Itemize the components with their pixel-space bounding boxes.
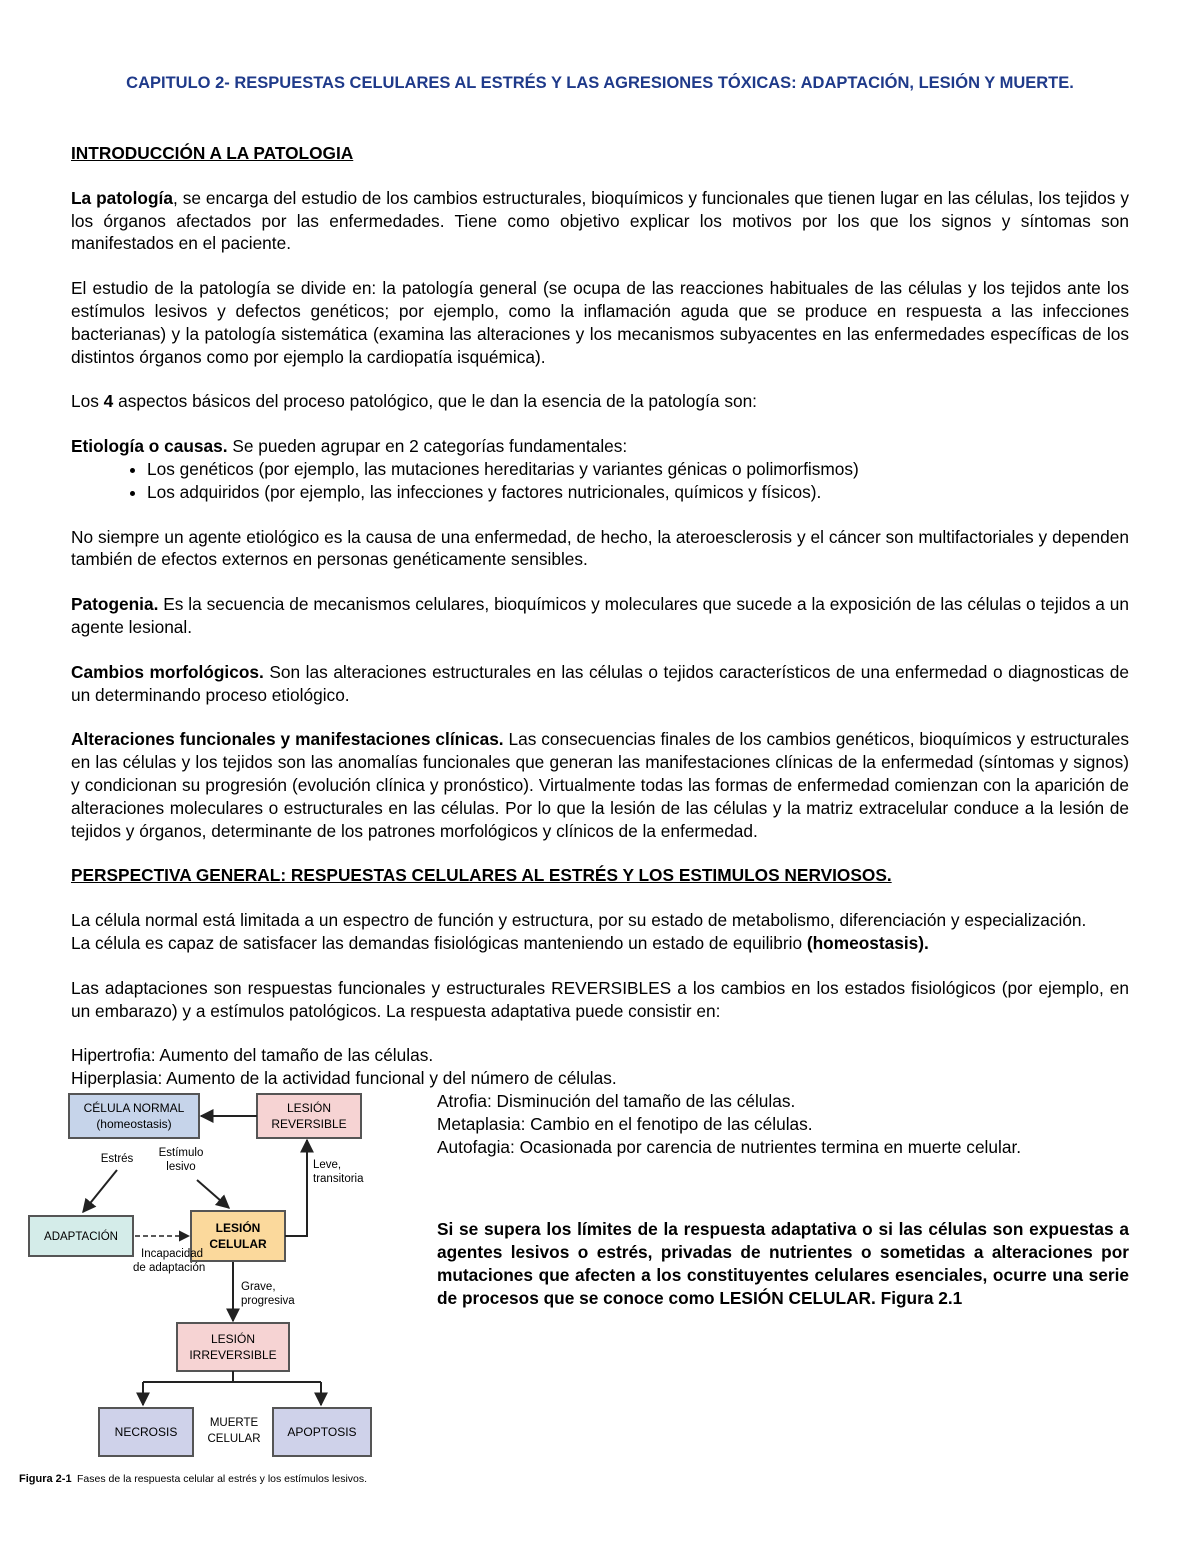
paragraph-alteraciones — [71, 728, 1129, 842]
paragraph-multifactorial: No siempre un agente etiológico es la causa de una enfermedad, de hecho, la ateroesclerosis y el cáncer son multifactoriales y dependen también de efectos externos en personas genéticamente sensibles. — [71, 526, 1129, 570]
label-apoptosis: APOPTOSIS — [287, 1424, 357, 1439]
list-item: • Los adquiridos (por ejemplo, las infecciones y factores nutricionales, químicos y físicos). — [147, 481, 1129, 504]
figure-caption-text: Fases de la respuesta celular al estrés y los estímulos lesivos. — [77, 1472, 368, 1485]
label-adaptacion: ADAPTACIÓN — [44, 1230, 118, 1243]
paragraph-morfologicos — [71, 661, 1129, 707]
item-atrofia: Atrofia: Disminución del tamaño de las células. — [437, 1090, 796, 1111]
label-homeostasis: (homeostasis) — [96, 1116, 172, 1131]
label-estimulo-1: Estímulo — [158, 1146, 204, 1159]
morfologicos-text: Son las alteraciones estructurales en las células o tejidos característicos de una enfermedad o diagnosticas de un determinando proceso etiológico. — [71, 661, 1129, 705]
aspectos-text-b: aspectos básicos del proceso patológico, que le dan la esencia de la patología son: — [113, 391, 757, 412]
label-grave-1: Grave, — [241, 1280, 276, 1293]
arrow-leve — [285, 1140, 307, 1236]
label-incap-1: Incapacidad — [141, 1247, 204, 1260]
label-grave-2: progresiva — [241, 1294, 295, 1307]
item-autofagia: Autofagia: Ocasionada por carencia de nutrientes termina en muerte celular. — [437, 1136, 1022, 1157]
label-incap-2: de adaptación — [133, 1261, 206, 1274]
term-morfologicos: Cambios morfológicos. — [71, 661, 264, 682]
alteraciones-text: Las consecuencias finales de los cambios genéticos, bioquímicos y estructurales en las células y los tejidos son las anomalías funcionales que generan las manifestaciones clínicas de la enfermedad (síntomas y signos) y condicionan su progresión (evolución clínica y pronóstico). Virtualmente todas las formas de enfermedad comienzan con la aparición de alteraciones moleculares o estructurales en las células. Por lo que la lesión de las células y la matriz extracelular conduce a la lesión de tejidos y órganos, determinante de los patrones morfológicos y clínicos de la enfermedad. — [71, 729, 1129, 841]
aspectos-number: 4 — [103, 391, 114, 412]
list-item: • Los genéticos (por ejemplo, las mutaciones hereditarias y variantes génicas o polimorfismos) — [147, 458, 1129, 481]
item-metaplasia: Metaplasia: Cambio en el fenotipo de las células. — [437, 1113, 813, 1134]
section-heading-perspectiva: PERSPECTIVA GENERAL: RESPUESTAS CELULARES AL ESTRÉS Y LOS ESTIMULOS NERVIOSOS. — [71, 865, 892, 886]
page-title: CAPITULO 2- RESPUESTAS CELULARES AL ESTRÉS Y LAS AGRESIONES TÓXICAS: ADAPTACIÓN, LESIÓN Y MUERTE. — [126, 74, 1074, 92]
paragraph-aspectos — [71, 390, 1129, 413]
patogenia-text: Es la secuencia de mecanismos celulares, bioquímicos y moleculares que sucede a la exposición de las células o tejidos a un agente lesional. — [71, 594, 1129, 637]
paragraph-patologia — [71, 187, 1129, 255]
label-estimulo-2: lesivo — [166, 1160, 196, 1173]
term-homeostasis: (homeostasis). — [806, 932, 929, 953]
label-necrosis: NECROSIS — [114, 1424, 178, 1439]
label-celula-normal: CÉLULA NORMAL — [83, 1100, 185, 1115]
label-estres: Estrés — [100, 1152, 134, 1165]
label-muerte-2: CELULAR — [207, 1432, 261, 1445]
label-celular-1: LESIÓN — [215, 1220, 261, 1235]
arrow-estres — [83, 1170, 117, 1212]
term-etiologia: Etiología o causas. — [71, 436, 228, 457]
paragraph-estudio: El estudio de la patología se divide en: la patología general (se ocupa de las reacciones habituales de las células y los tejidos ante los estímulos lesivos y defectos genéticos; por ejemplo, como la inflamación aguda que se produce en respuesta a las infecciones bacterianas) y la patología sistemática (examina las alteraciones y los mecanismos subyacentes en las enfermedades específicas de los distintos órganos como por ejemplo la cardiopatía isquémica). — [71, 278, 1129, 367]
term-patologia: La patología — [71, 187, 173, 208]
term-alteraciones: Alteraciones funcionales y manifestaciones clínicas. — [71, 729, 504, 750]
figure-row — [19, 1090, 1129, 1510]
label-irrev-2: IRREVERSIBLE — [189, 1347, 277, 1362]
item-hiperplasia: Hiperplasia: Aumento de la actividad funcional y del número de células. — [71, 1068, 617, 1089]
label-leve-2: transitoria — [313, 1172, 364, 1185]
paragraph-etiologia — [71, 435, 1129, 458]
label-irrev-1: LESIÓN — [210, 1331, 256, 1346]
label-reversible-1: LESIÓN — [286, 1100, 332, 1115]
homeostasis-text: La célula es capaz de satisfacer las demandas fisiológicas manteniendo un estado de equilibrio — [71, 932, 807, 953]
arrow-estimulo — [197, 1180, 229, 1208]
etiologia-list — [71, 458, 1129, 504]
paragraph-lesion-celular: Si se supera los límites de la respuesta adaptativa o si las células son expuestas a agentes lesivos o estrés, privadas de nutrientes o sometidas a alteraciones por mutaciones que afecten a los constituyentes celulares esenciales, ocurre una serie de procesos que se conoce como LESIÓN CELULAR. Figura 2.1 — [437, 1219, 1129, 1308]
label-reversible-2: REVERSIBLE — [271, 1116, 347, 1131]
paragraph-celula-normal: La célula normal está limitada a un espectro de función y estructura, por su estado de metabolismo, diferenciación y especialización. — [71, 910, 1087, 931]
right-column — [437, 1090, 1129, 1332]
figure-2-1 — [19, 1090, 409, 1500]
paragraph-adaptaciones: Las adaptaciones son respuestas funcionales y estructurales REVERSIBLES a los cambios en los estados fisiológicos (por ejemplo, en un embarazo) y a estímulos patológicos. La respuesta adaptativa puede consistir en: — [71, 977, 1129, 1021]
section-heading-intro: INTRODUCCIÓN A LA PATOLOGIA — [71, 143, 354, 163]
label-muerte-1: MUERTE — [209, 1416, 259, 1429]
paragraph-homeostasis — [71, 932, 1129, 955]
term-patogenia: Patogenia. — [71, 594, 159, 615]
paragraph-patogenia — [71, 593, 1129, 639]
label-leve-1: Leve, — [313, 1158, 342, 1171]
label-celular-2: CELULAR — [209, 1236, 267, 1251]
patologia-text: , se encarga del estudio de los cambios estructurales, bioquímicos y funcionales que tienen lugar en las células, los tejidos y los órganos afectados por las enfermedades. Tiene como objetivo explicar los motivos por los que los signos y síntomas son manifestados en el paciente. — [71, 187, 1129, 254]
item-hipertrofia: Hipertrofia: Aumento del tamaño de las células. — [71, 1045, 434, 1066]
figure-caption-label: Figura 2-1 — [19, 1472, 72, 1485]
etiologia-text: Se pueden agrupar en 2 categorías fundamentales: — [227, 436, 628, 457]
document-page — [19, 72, 1129, 1510]
box-lesion-irreversible — [177, 1323, 289, 1371]
aspectos-text-a: Los — [71, 391, 104, 412]
box-lesion-celular — [191, 1211, 285, 1261]
